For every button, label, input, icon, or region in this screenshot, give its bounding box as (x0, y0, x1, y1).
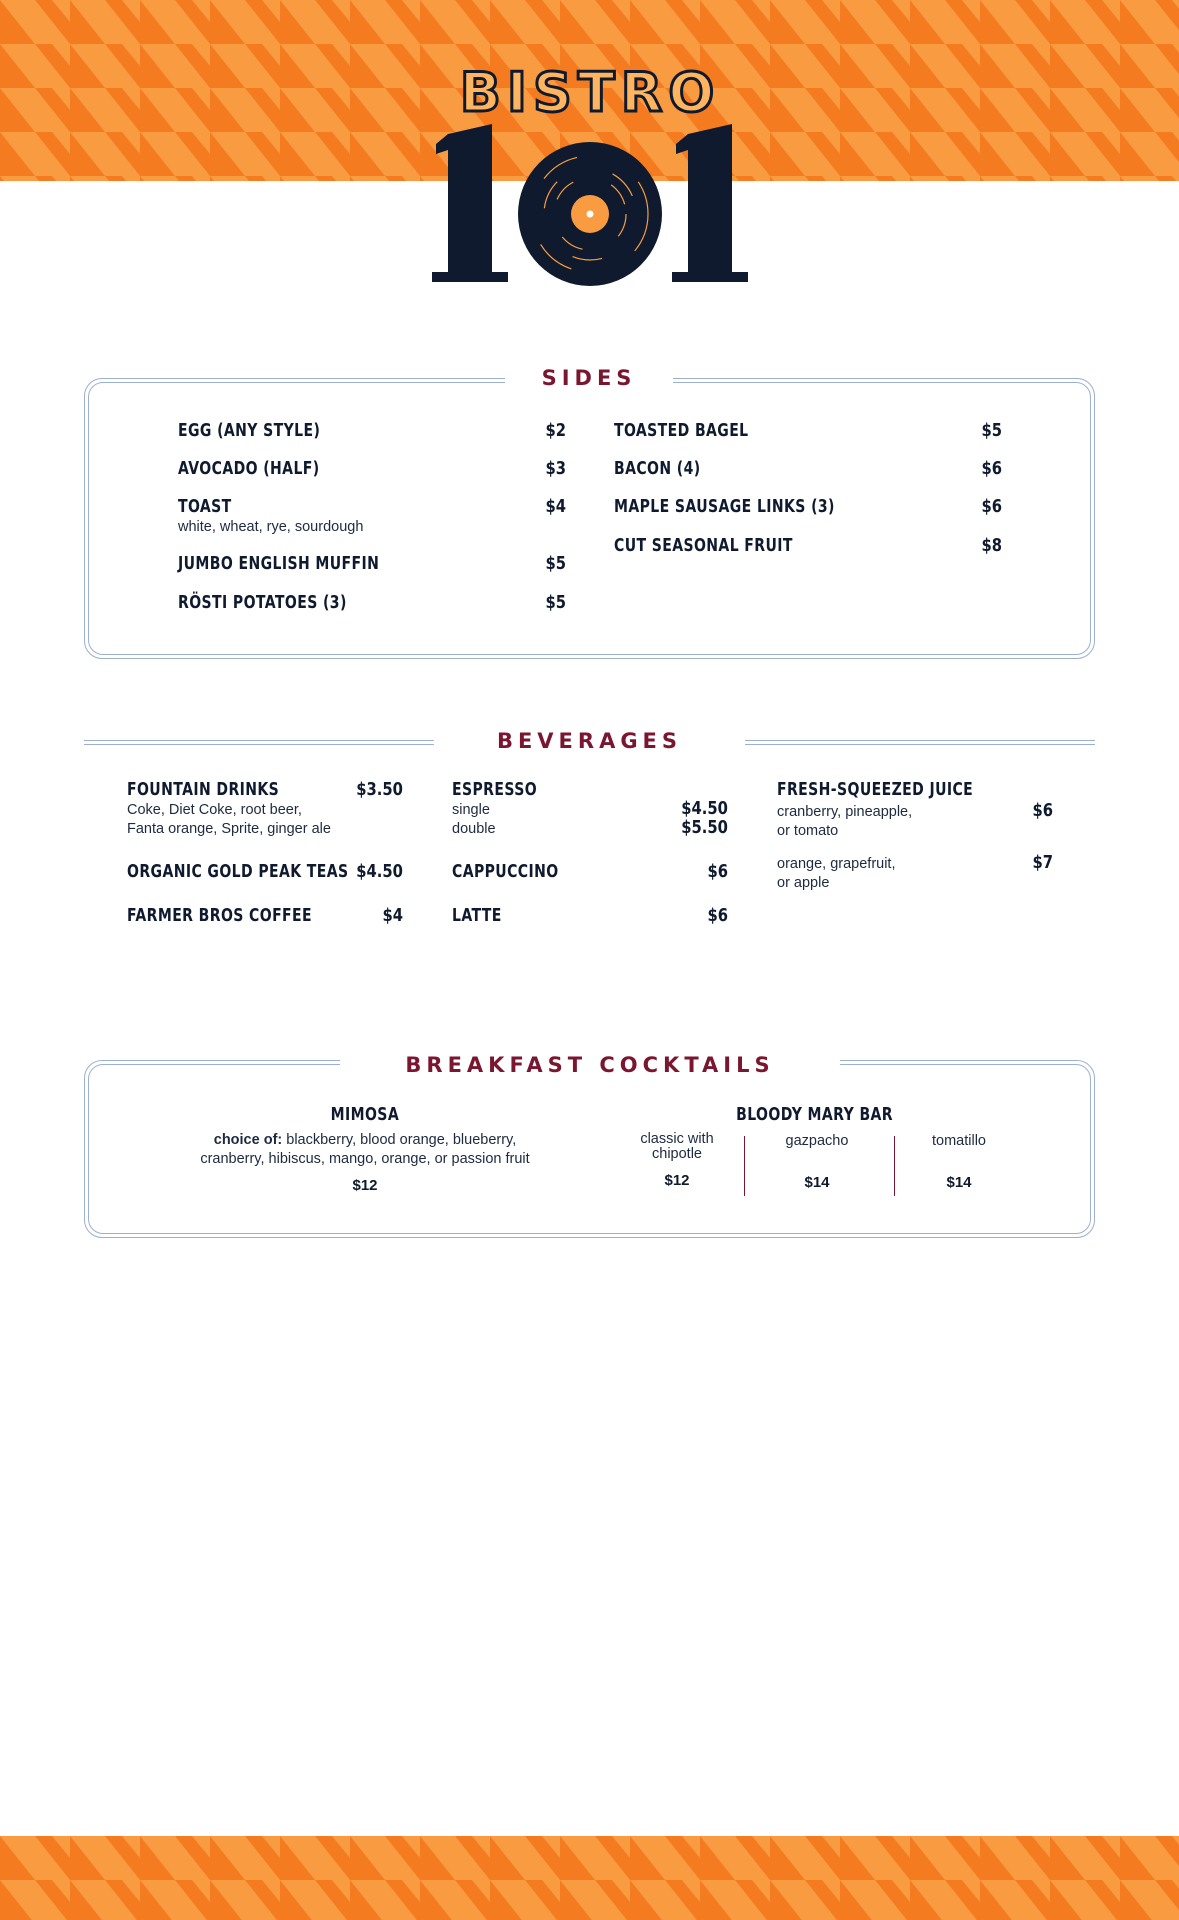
side-item-price: $2 (545, 420, 566, 441)
espresso-single-price: $4.50 (681, 798, 728, 819)
side-item-price: $4 (545, 496, 566, 517)
beverage-fresh-juice: FRESH-SQUEEZED JUICE cranberry, pineapple, or tomato $6 orange, grapefruit, or apple $7 (777, 779, 1053, 891)
side-item-price: $5 (545, 592, 566, 613)
juice-option-a: cranberry, pineapple, (777, 804, 913, 820)
side-item-price: $8 (981, 535, 1002, 556)
bloody-mary-name: BLOODY MARY BAR (736, 1104, 894, 1125)
bloody-option-classic (620, 1132, 734, 1162)
mimosa-name: MIMOSA (330, 1104, 400, 1125)
juice-option-b: orange, grapefruit, (777, 856, 896, 872)
bloody-option-classic-line1: classic with (640, 1131, 714, 1147)
bloody-option-tomatillo: tomatillo (932, 1133, 986, 1149)
beverage-price: $3.50 (356, 779, 403, 800)
bottom-pattern-banner (0, 1836, 1179, 1920)
beverages-title: BEVERAGES (496, 729, 683, 753)
logo-101-vinyl-graphic (430, 122, 750, 292)
mimosa-choice-label: choice of: (213, 1132, 283, 1148)
bloody-divider (894, 1136, 895, 1196)
bloody-gazpacho-price: $14 (804, 1174, 830, 1191)
beverage-price: $4.50 (356, 861, 403, 882)
beverages-rule-left (84, 740, 434, 741)
juice-option-b: or apple (777, 875, 830, 891)
espresso-option-double: double (452, 821, 496, 837)
mimosa-block (160, 1104, 570, 1194)
side-item-price: $5 (545, 553, 566, 574)
mimosa-flavors-line2: cranberry, hibiscus, mango, orange, or passion fruit (200, 1151, 530, 1167)
bloody-tomatillo-price: $14 (946, 1174, 972, 1191)
bloody-divider (744, 1136, 745, 1196)
juice-option-a-price: $6 (1032, 800, 1053, 821)
logo-wordmark: BISTRO (459, 61, 721, 124)
side-item-desc: white, wheat, rye, sourdough (178, 519, 364, 535)
bloody-mary-name-wrap (655, 1104, 975, 1125)
beverages-rule-right (745, 740, 1095, 741)
bloody-classic-price: $12 (664, 1172, 690, 1189)
beverage-desc: Coke, Diet Coke, root beer, (127, 802, 302, 818)
juice-option-a: or tomato (777, 823, 839, 839)
mimosa-name-wrap (160, 1104, 570, 1125)
beverage-price: $6 (707, 861, 728, 882)
espresso-double-price: $5.50 (681, 817, 728, 838)
beverages-rule-left (84, 744, 434, 745)
mimosa-choices (160, 1131, 570, 1150)
side-item-price: $6 (981, 496, 1002, 517)
juice-option-b-price: $7 (1032, 852, 1053, 873)
side-item-price: $3 (545, 458, 566, 479)
bloody-option-gazpacho: gazpacho (785, 1133, 849, 1149)
cocktails-title: BREAKFAST COCKTAILS (405, 1053, 775, 1077)
bistro-101-logo (430, 62, 750, 282)
sides-title: SIDES (541, 366, 637, 390)
beverages-rule-right (745, 744, 1095, 745)
mimosa-price: $12 (352, 1177, 378, 1194)
bottom-pattern-graphic (0, 1836, 1179, 1920)
side-item-toast: TOAST $4 white, wheat, rye, sourdough (178, 496, 566, 535)
side-item-price: $6 (981, 458, 1002, 479)
beverage-espresso: ESPRESSO single double $4.50 $5.50 (452, 779, 728, 838)
espresso-option-single: single (452, 802, 490, 818)
beverage-fountain-drinks: FOUNTAIN DRINKS $3.50 Coke, Diet Coke, root beer, Fanta orange, Sprite, ginger ale (127, 779, 403, 837)
bloody-option-classic-line2: chipotle (652, 1146, 702, 1162)
bloody-mary-title-wrap (655, 1104, 975, 1125)
beverage-desc: Fanta orange, Sprite, ginger ale (127, 821, 331, 837)
beverage-price: $4 (382, 905, 403, 926)
side-item-price: $5 (981, 420, 1002, 441)
mimosa-flavors-line1: blackberry, blood orange, blueberry, (286, 1132, 517, 1148)
beverage-price: $6 (707, 905, 728, 926)
